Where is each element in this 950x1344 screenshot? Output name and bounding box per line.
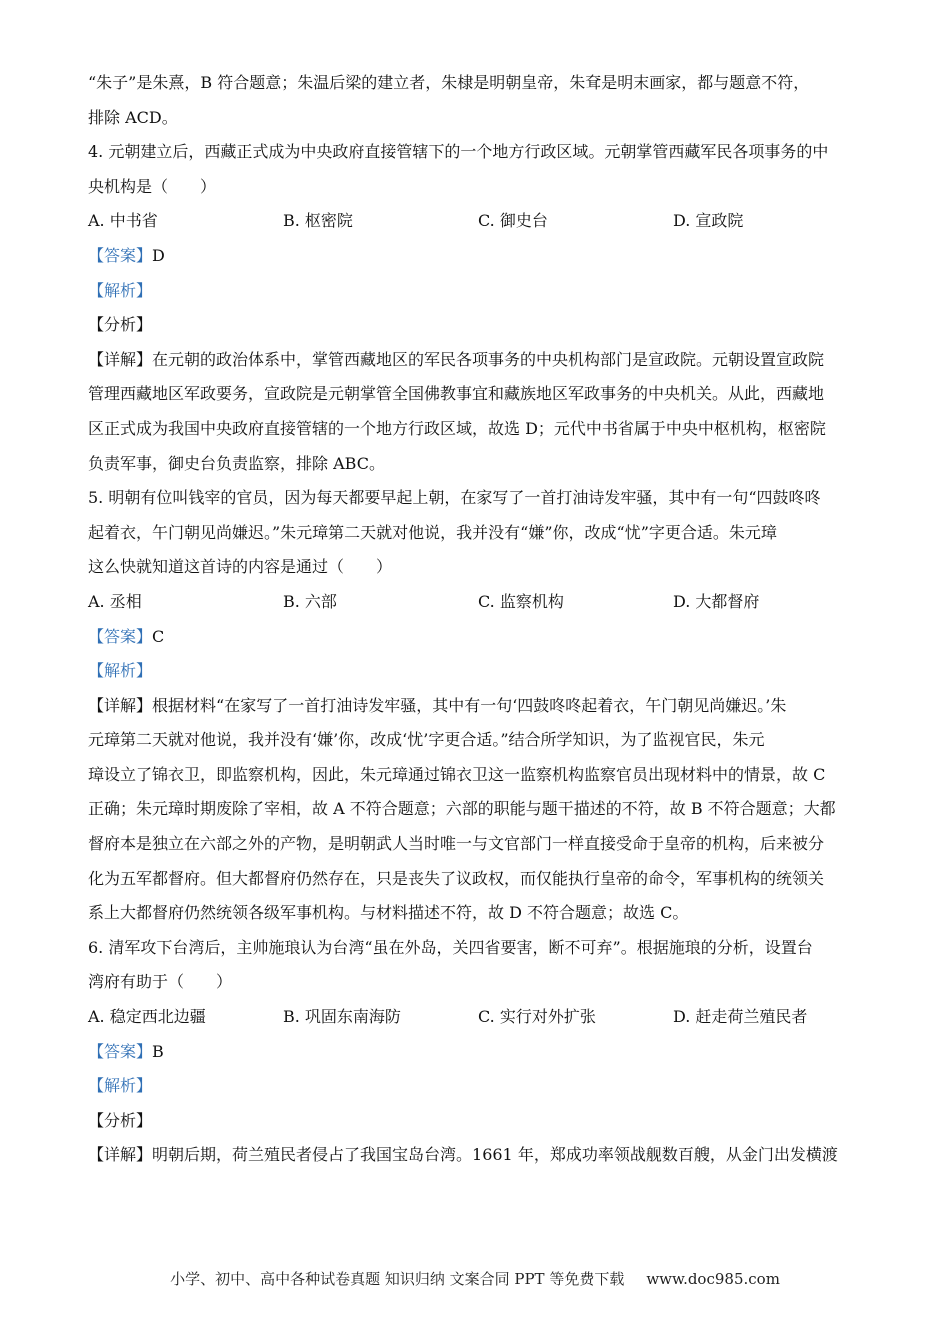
q4-option-b: B. 枢密院 [283,211,353,231]
answer-tag: 【答案】 [88,1041,153,1061]
q5-option-b: B. 六部 [283,591,337,611]
detail-tag: 【详解】 [88,695,153,715]
q4-stem-line-2: 央机构是（ ） [88,176,217,196]
intro-line-1: “朱子”是朱熹，B 符合题意；朱温后梁的建立者，朱棣是明朝皇帝，朱耷是明末画家，都与题意不符， [88,73,810,92]
answer-tag: 【答案】 [88,626,153,646]
footer-text: 小学、初中、高中各种试卷真题 知识归纳 文案合同 PPT 等免费下载 [170,1270,625,1288]
q5-options [88,585,870,620]
q4-analysis-tag: 【解析】 [88,280,153,300]
answer-value: B [152,1041,164,1061]
q6-option-b: B. 巩固东南海防 [283,1007,401,1027]
q6-fenxi-tag: 【分析】 [88,1110,153,1130]
footer-url-link[interactable]: www.doc985.com [646,1270,780,1288]
q5-detail-line-1: 【详解】根据材料“在家写了一首打油诗发牢骚，其中有一句‘四鼓咚咚起着衣，午门朝见尚嫌迟。’朱 [88,695,787,715]
q5-detail-line-5: 督府本是独立在六部之外的产物，是明朝武人当时唯一与文官部门一样直接受命于皇帝的机构，后来被分 [88,834,825,854]
q6-analysis-tag: 【解析】 [88,1076,153,1096]
q6-option-c: C. 实行对外扩张 [478,1007,596,1027]
q5-option-c: C. 监察机构 [478,591,564,611]
q6-detail-line-1: 【详解】明朝后期，荷兰殖民者侵占了我国宝岛台湾。1661 年，郑成功率领战舰数百艘，从金门出发横渡 [88,1145,838,1165]
q5-detail-line-6: 化为五军都督府。但大都督府仍然存在，只是丧失了议政权，而仅能执行皇帝的命令，军事机构的统领关 [88,868,825,888]
answer-value: D [152,245,165,265]
detail-tag: 【详解】 [88,1145,153,1165]
q6-answer [88,1035,870,1070]
intro-line-2: 排除 ACD。 [88,107,178,127]
q4-detail-line-4: 负责军事，御史台负责监察，排除 ABC。 [88,453,385,473]
q5-stem-line-3: 这么快就知道这首诗的内容是通过（ ） [88,557,393,577]
q4-fenxi-tag: 【分析】 [88,315,153,335]
q5-answer [88,620,870,655]
q4-option-d: D. 宣政院 [673,211,744,231]
q5-stem-line-2: 起着衣，午门朝见尚嫌迟。”朱元璋第二天就对他说，我并没有“嫌”你，改成“忧”字更合适。朱元璋 [88,522,777,542]
q5-option-d: D. 大都督府 [673,591,760,611]
q5-detail-line-4: 正确；朱元璋时期废除了宰相，故 A 不符合题意；六部的职能与题干描述的不符，故 B 不符合题意；大都 [88,799,836,819]
document-body [88,66,870,1173]
q4-detail-line-3: 区正式成为我国中央政府直接管辖的一个地方行政区域，故选 D；元代中书省属于中央中枢机构，枢密院 [88,418,826,438]
q5-stem-line-1: 5. 明朝有位叫钱宰的官员，因为每天都要早起上朝，在家写了一首打油诗发牢骚，其中有一句“四鼓咚咚 [88,488,821,508]
q4-detail-line-2: 管理西藏地区军政要务，宣政院是元朝掌管全国佛教事宜和藏族地区军政事务的中央机关。从此，西藏地 [88,384,825,404]
detail-tag: 【详解】 [88,349,153,369]
q4-options [88,204,870,239]
q6-option-d: D. 赶走荷兰殖民者 [673,1007,808,1027]
q4-option-c: C. 御史台 [478,211,548,231]
q5-detail-line-7: 系上大都督府仍然统领各级军事机构。与材料描述不符，故 D 不符合题意；故选 C。 [88,903,689,923]
q5-option-a: A. 丞相 [88,591,142,611]
q5-detail-line-3: 璋设立了锦衣卫，即监察机构，因此，朱元璋通过锦衣卫这一监察机构监察官员出现材料中的情景，故 C [88,764,826,784]
q6-option-a: A. 稳定西北边疆 [88,1007,206,1027]
answer-value: C [152,626,165,646]
page-footer [0,1268,950,1289]
q4-detail-line-1: 【详解】在元朝的政治体系中，掌管西藏地区的军民各项事务的中央机构部门是宣政院。元朝设置宣政院 [88,349,825,369]
q4-option-a: A. 中书省 [88,211,158,231]
q6-stem-line-2: 湾府有助于（ ） [88,972,233,992]
q6-stem-line-1: 6. 清军攻下台湾后，主帅施琅认为台湾“虽在外岛，关四省要害，断不可弃”。根据施琅的分析，设置台 [88,937,813,957]
q5-detail-line-2: 元璋第二天就对他说，我并没有‘嫌’你，改成‘忧’字更合适。”结合所学知识，为了监视官民，朱元 [88,730,765,750]
q4-answer [88,239,870,274]
q4-stem-line-1: 4. 元朝建立后，西藏正式成为中央政府直接管辖下的一个地方行政区域。元朝掌管西藏军民各项事务的中 [88,142,829,162]
answer-tag: 【答案】 [88,245,153,265]
q5-analysis-tag: 【解析】 [88,661,153,681]
q6-options [88,1000,870,1035]
